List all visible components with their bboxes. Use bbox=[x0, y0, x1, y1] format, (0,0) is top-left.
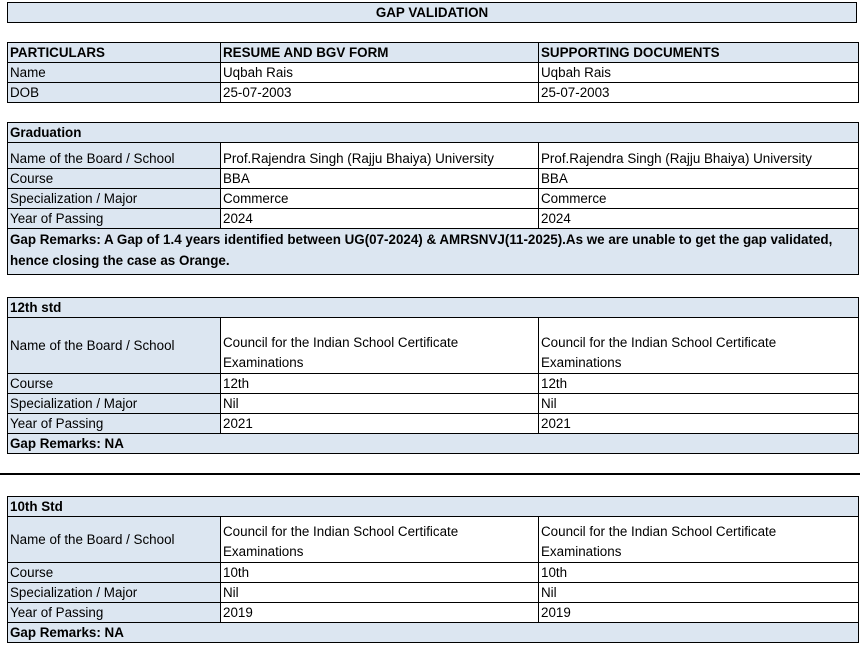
label-specialization: Specialization / Major bbox=[8, 394, 221, 414]
particulars-table bbox=[7, 42, 859, 103]
doc-board: Prof.Rajendra Singh (Rajju Bhaiya) University bbox=[539, 143, 859, 169]
doc-course: BBA bbox=[539, 169, 859, 189]
resume-specialization: Commerce bbox=[221, 189, 539, 209]
page-title: GAP VALIDATION bbox=[7, 2, 857, 23]
doc-specialization: Nil bbox=[539, 583, 859, 603]
doc-year: 2019 bbox=[539, 603, 859, 623]
label-year: Year of Passing bbox=[8, 414, 221, 434]
doc-specialization: Commerce bbox=[539, 189, 859, 209]
twelfth-table bbox=[7, 297, 859, 454]
doc-specialization: Nil bbox=[539, 394, 859, 414]
resume-year: 2024 bbox=[221, 209, 539, 229]
resume-board: Council for the Indian School Certificate Examinations bbox=[221, 517, 539, 563]
resume-course: 12th bbox=[221, 374, 539, 394]
resume-course: 10th bbox=[221, 563, 539, 583]
resume-dob: 25-07-2003 bbox=[221, 83, 539, 103]
header-particulars: PARTICULARS bbox=[8, 43, 221, 63]
resume-specialization: Nil bbox=[221, 394, 539, 414]
doc-course: 12th bbox=[539, 374, 859, 394]
resume-year: 2021 bbox=[221, 414, 539, 434]
label-year: Year of Passing bbox=[8, 209, 221, 229]
header-resume-bgv: RESUME AND BGV FORM bbox=[221, 43, 539, 63]
gap-remarks-graduation: Gap Remarks: A Gap of 1.4 years identified between UG(07-2024) & AMRSNVJ(11-2025).As we are unable to get the gap validated, hence closing the case as Orange. bbox=[8, 229, 859, 275]
resume-specialization: Nil bbox=[221, 583, 539, 603]
header-supporting-docs: SUPPORTING DOCUMENTS bbox=[539, 43, 859, 63]
label-dob: DOB bbox=[8, 83, 221, 103]
resume-board: Council for the Indian School Certificate Examinations bbox=[221, 318, 539, 374]
label-board: Name of the Board / School bbox=[8, 318, 221, 374]
tenth-table bbox=[7, 496, 859, 643]
label-year: Year of Passing bbox=[8, 603, 221, 623]
section-heading-12th: 12th std bbox=[8, 298, 859, 318]
label-board: Name of the Board / School bbox=[8, 143, 221, 169]
label-specialization: Specialization / Major bbox=[8, 189, 221, 209]
resume-year: 2019 bbox=[221, 603, 539, 623]
label-board: Name of the Board / School bbox=[8, 517, 221, 563]
label-course: Course bbox=[8, 169, 221, 189]
label-course: Course bbox=[8, 563, 221, 583]
gap-remarks-12th: Gap Remarks: NA bbox=[8, 434, 859, 454]
label-course: Course bbox=[8, 374, 221, 394]
graduation-table bbox=[7, 122, 859, 275]
resume-board: Prof.Rajendra Singh (Rajju Bhaiya) University bbox=[221, 143, 539, 169]
resume-name: Uqbah Rais bbox=[221, 63, 539, 83]
doc-board: Council for the Indian School Certificate Examinations bbox=[539, 517, 859, 563]
doc-board: Council for the Indian School Certificate Examinations bbox=[539, 318, 859, 374]
doc-year: 2024 bbox=[539, 209, 859, 229]
label-specialization: Specialization / Major bbox=[8, 583, 221, 603]
resume-course: BBA bbox=[221, 169, 539, 189]
doc-year: 2021 bbox=[539, 414, 859, 434]
doc-course: 10th bbox=[539, 563, 859, 583]
doc-dob: 25-07-2003 bbox=[539, 83, 859, 103]
gap-remarks-10th: Gap Remarks: NA bbox=[8, 623, 859, 643]
section-heading-graduation: Graduation bbox=[8, 123, 859, 143]
section-divider bbox=[0, 473, 860, 475]
doc-name: Uqbah Rais bbox=[539, 63, 859, 83]
label-name: Name bbox=[8, 63, 221, 83]
section-heading-10th: 10th Std bbox=[8, 497, 859, 517]
